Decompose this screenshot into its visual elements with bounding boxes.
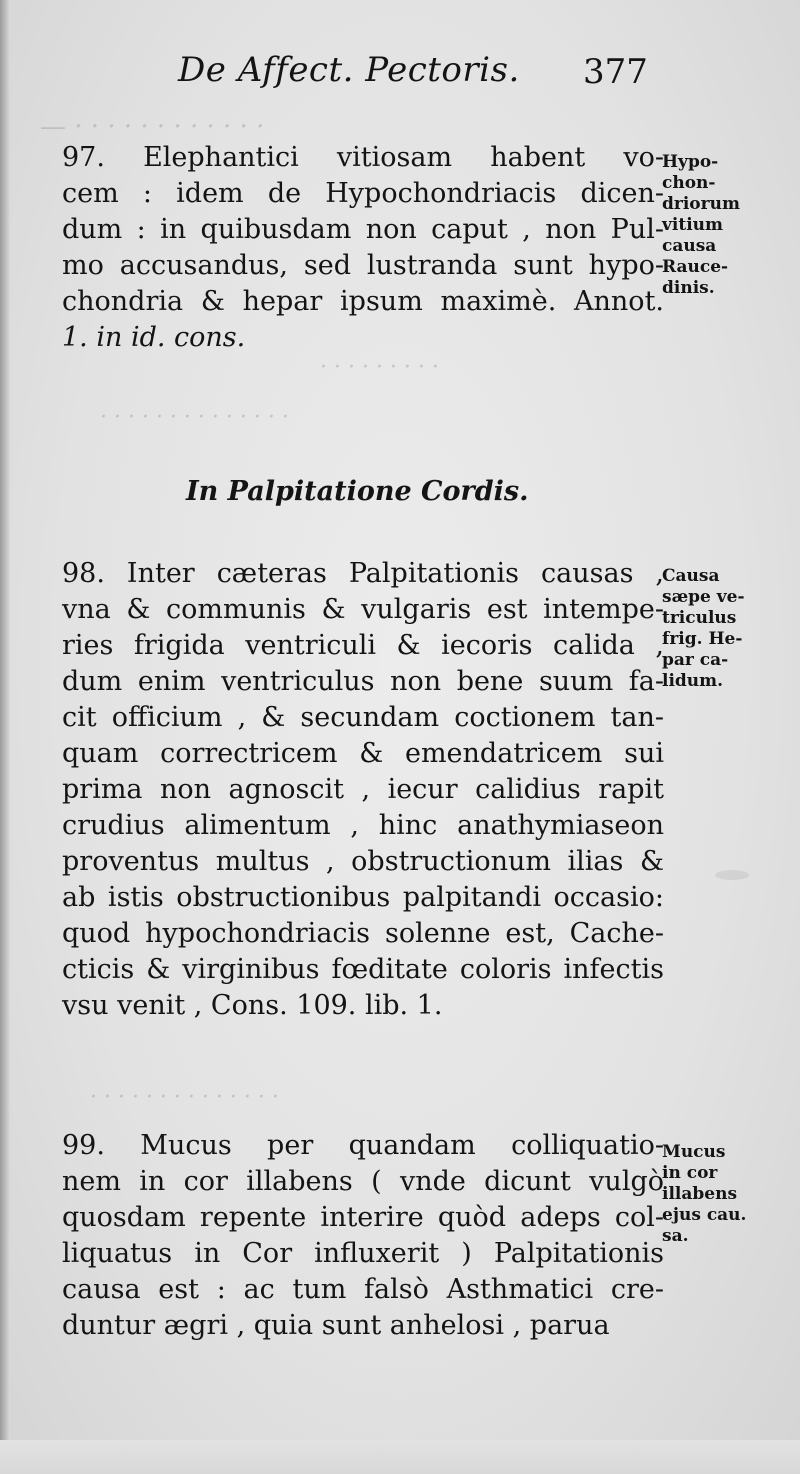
text-line: ab istis obstructionibus palpitandi occasio: <box>62 882 664 913</box>
paragraph-98 <box>62 556 664 1024</box>
text-line: cit officium , & secundam coctionem tan- <box>62 702 664 733</box>
margin-note-line: Hypo- <box>662 152 719 172</box>
text-line: quod hypochondriacis solenne est, Cache- <box>62 918 664 949</box>
show-through-text: — · · · · · · · · · · · · <box>40 112 265 142</box>
margin-note-line: lidum. <box>662 671 724 691</box>
text-line: 97. Elephantici vitiosam habent vo- <box>62 142 664 173</box>
text-line: quam correctricem & emendatricem sui <box>62 738 664 769</box>
text-line: ries frigida ventriculi & iecoris calida , <box>62 630 664 661</box>
text-line: 98. Inter cæteras Palpitationis causas , <box>62 558 664 589</box>
margin-note-line: dinis. <box>662 278 715 298</box>
text-line: nem in cor illabens ( vnde dicunt vulgò <box>62 1166 664 1197</box>
margin-note-line: illabens <box>662 1184 738 1204</box>
margin-note-line: Mucus <box>662 1142 726 1162</box>
text-line: proventus multus , obstructionum ilias & <box>62 846 664 877</box>
margin-note-line: Rauce- <box>662 257 729 277</box>
show-through-text: · · · · · · · · · <box>320 355 439 380</box>
margin-note-line: triculus <box>662 608 737 628</box>
paragraph-99 <box>62 1128 664 1344</box>
text-line: causa est : ac tum falsò Asthmatici cre- <box>62 1274 664 1305</box>
margin-note-line: in cor <box>662 1163 718 1183</box>
ink-smudge <box>715 870 749 880</box>
margin-note-line: sæpe ve- <box>662 587 745 607</box>
margin-note-line: vitium <box>662 215 723 235</box>
margin-note-line: ejus cau. <box>662 1205 747 1225</box>
margin-note-line: driorum <box>662 194 740 214</box>
running-header-title: De Affect. Pectoris. <box>178 50 520 90</box>
text-line: crudius alimentum , hinc anathymiaseon <box>62 810 664 841</box>
page-number: 377 <box>583 52 648 92</box>
show-through-text: · · · · · · · · · · · · · · <box>100 405 289 430</box>
text-line: vsu venit , Cons. 109. lib. 1. <box>62 990 443 1021</box>
text-line: prima non agnoscit , iecur calidius rapit <box>62 774 664 805</box>
text-line: duntur ægri , quia sunt anhelosi , parua <box>62 1310 610 1341</box>
page-shadow-left <box>0 0 10 1474</box>
margin-note-line: chon- <box>662 173 716 193</box>
paragraph-97 <box>62 140 664 356</box>
margin-note-line: Causa <box>662 566 720 586</box>
page-shadow-bottom <box>0 1440 800 1474</box>
text-line: liquatus in Cor influxerit ) Palpitationis <box>62 1238 664 1269</box>
text-line: vna & communis & vulgaris est intempe- <box>62 594 664 625</box>
text-line: dum : in quibusdam non caput , non Pul- <box>62 214 664 245</box>
text-line: chondria & hepar ipsum maximè. Annot. <box>62 286 664 317</box>
margin-note-97 <box>662 152 782 299</box>
margin-note-line: causa <box>662 236 717 256</box>
section-heading: In Palpitatione Cordis. <box>186 476 529 507</box>
margin-note-98 <box>662 566 782 692</box>
margin-note-99 <box>662 1142 782 1247</box>
margin-note-line: par ca- <box>662 650 729 670</box>
text-line: quosdam repente interire quòd adeps col- <box>62 1202 664 1233</box>
text-line: 99. Mucus per quandam colliquatio- <box>62 1130 664 1161</box>
text-line: cem : idem de Hypochondriacis dicen- <box>62 178 664 209</box>
text-line: mo accusandus, sed lustranda sunt hypo- <box>62 250 664 281</box>
text-line: cticis & virginibus fœditate coloris infectis <box>62 954 664 985</box>
show-through-text: · · · · · · · · · · · · · · <box>90 1085 279 1110</box>
text-line: dum enim ventriculus non bene suum fa- <box>62 666 664 697</box>
margin-note-line: sa. <box>662 1226 689 1246</box>
text-line: 1. in id. cons. <box>62 322 246 353</box>
margin-note-line: frig. He- <box>662 629 743 649</box>
